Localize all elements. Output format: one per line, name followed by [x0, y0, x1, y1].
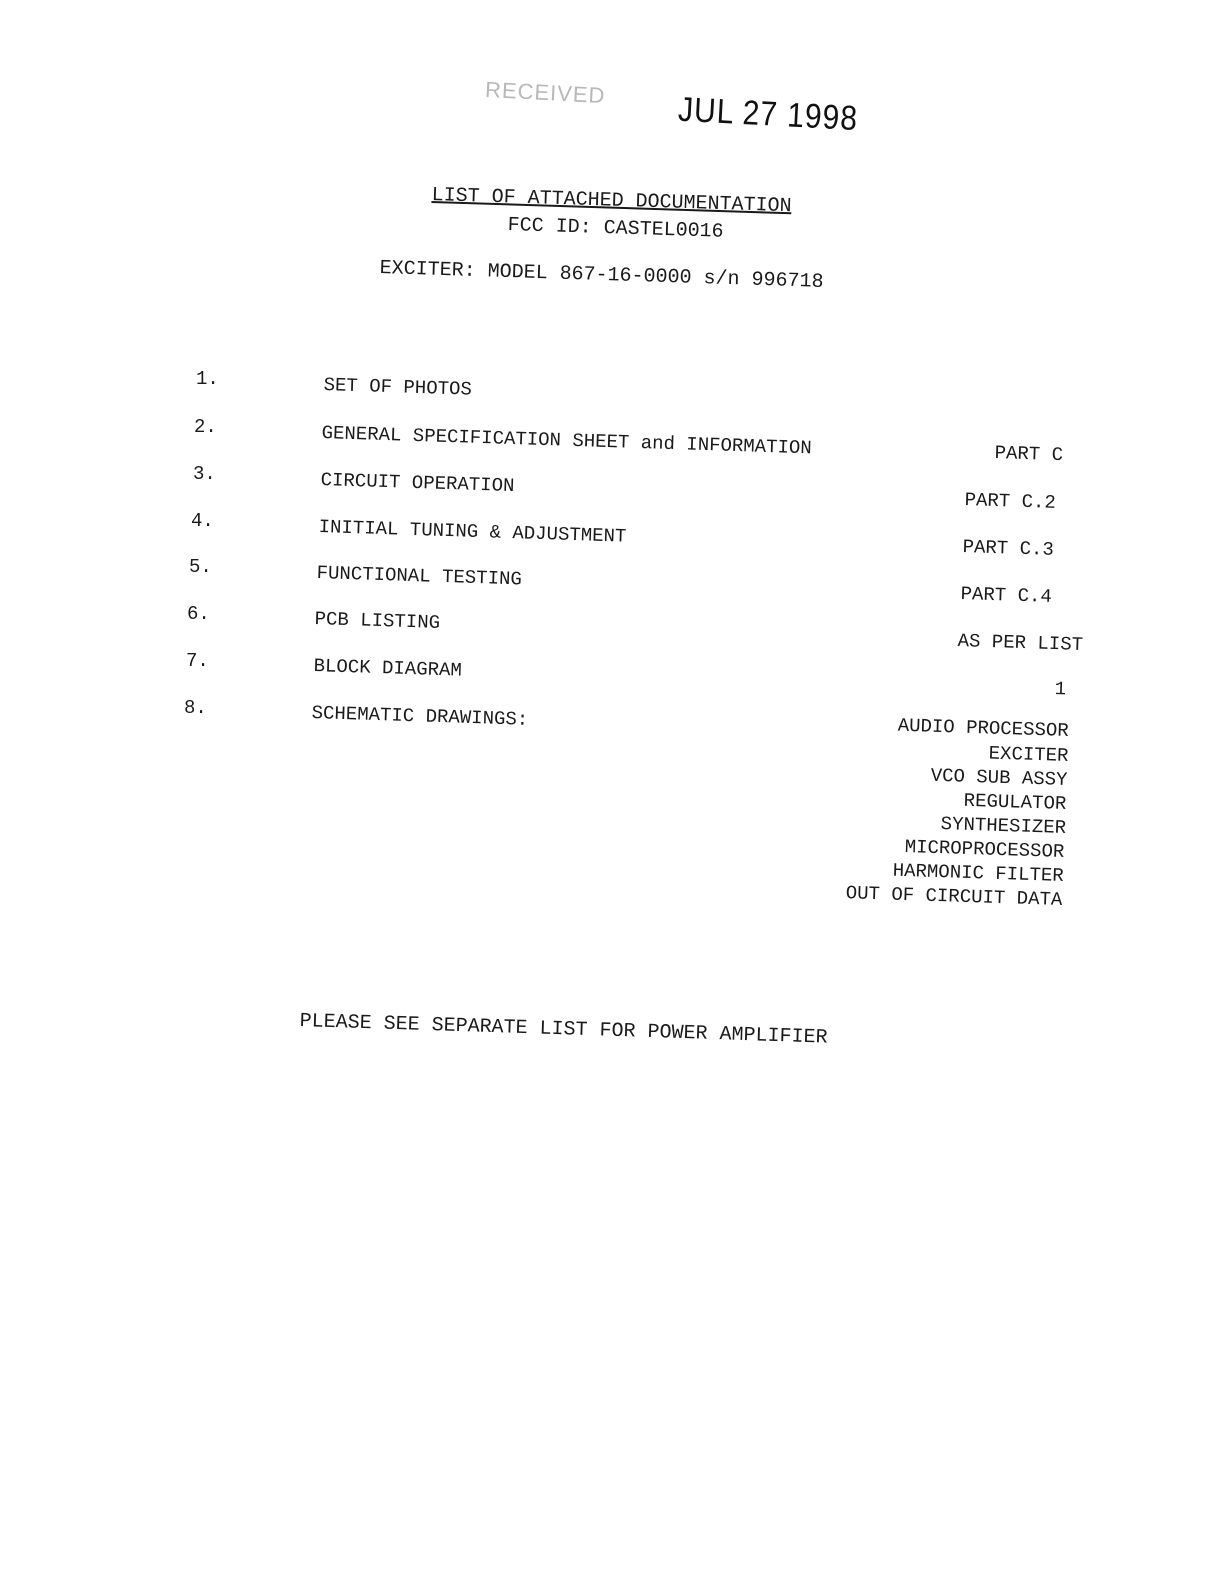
item-number: 4.	[191, 510, 214, 532]
part-reference: AS PER LIST	[957, 630, 1084, 656]
date-stamp: JUL 27 1998	[677, 90, 859, 139]
exciter-model: EXCITER: MODEL 867-16-0000 s/n 996718	[379, 257, 824, 294]
item-text: FUNCTIONAL TESTING	[316, 562, 523, 591]
schematic-item: EXCITER	[988, 742, 1069, 767]
schematic-item: VCO SUB ASSY	[930, 764, 1068, 791]
item-text: BLOCK DIAGRAM	[313, 655, 463, 682]
item-number: 8.	[184, 697, 207, 719]
received-stamp: RECEIVED	[484, 76, 607, 109]
item-number: 6.	[187, 603, 210, 625]
schematic-item: AUDIO PROCESSOR	[897, 714, 1069, 742]
item-number: 1.	[196, 368, 219, 390]
part-reference: PART C.2	[964, 489, 1057, 514]
schematic-item: MICROPROCESSOR	[904, 835, 1065, 863]
schematic-item: HARMONIC FILTER	[892, 859, 1064, 887]
schematic-item: REGULATOR	[963, 789, 1067, 815]
item-text: INITIAL TUNING & ADJUSTMENT	[318, 516, 627, 548]
item-text: SET OF PHOTOS	[323, 374, 473, 401]
document-title: LIST OF ATTACHED DOCUMENTATION	[431, 184, 792, 219]
item-number: 5.	[189, 556, 212, 578]
footer-note: PLEASE SEE SEPARATE LIST FOR POWER AMPLIFIER	[299, 1010, 828, 1050]
item-text: CIRCUIT OPERATION	[320, 469, 515, 498]
item-number: 2.	[194, 416, 217, 438]
item-text: PCB LISTING	[314, 608, 441, 634]
schematic-item: OUT OF CIRCUIT DATA	[845, 882, 1063, 911]
part-reference: PART C	[994, 442, 1064, 467]
item-number: 3.	[193, 463, 216, 485]
part-reference: PART C.3	[962, 536, 1055, 561]
part-reference: 1	[1054, 678, 1067, 701]
fcc-id: FCC ID: CASTEL0016	[507, 214, 724, 244]
item-number: 7.	[186, 650, 209, 672]
item-text: SCHEMATIC DRAWINGS:	[311, 702, 529, 731]
schematic-item: SYNTHESIZER	[939, 813, 1066, 839]
part-reference: PART C.4	[960, 583, 1053, 608]
item-text: GENERAL SPECIFICATION SHEET and INFORMATION	[321, 422, 813, 460]
